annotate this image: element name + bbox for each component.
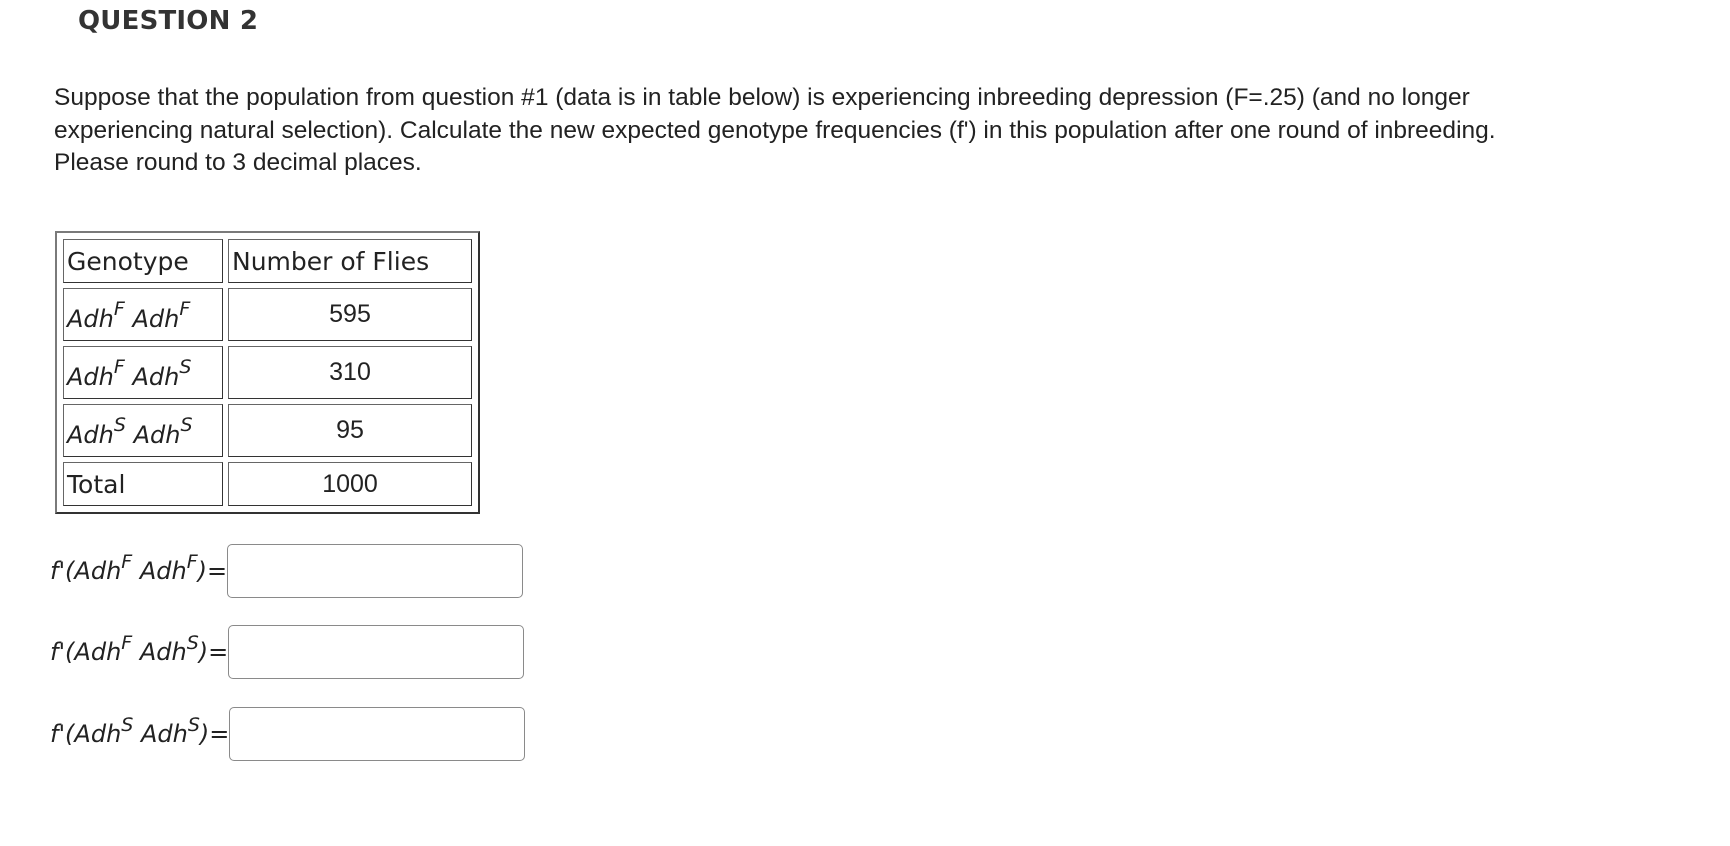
count-cell: 595 (228, 288, 472, 341)
total-label: Total (63, 462, 223, 506)
question-line: Please round to 3 decimal places. (54, 149, 422, 176)
header-genotype: Genotype (63, 239, 223, 283)
count-cell: 310 (228, 346, 472, 399)
gene-name: Adh (67, 421, 114, 449)
total-value: 1000 (228, 462, 472, 506)
question-line: Suppose that the population from question #1 (data is in table below) is experiencing inbreeding depression (F=.25) (and no longer (54, 84, 1470, 111)
answer-input-ff[interactable] (227, 544, 523, 598)
table-row (63, 404, 472, 457)
allele-superscript: F (179, 298, 191, 320)
allele-superscript: S (179, 356, 192, 378)
table-row (63, 346, 472, 399)
answer-label-ss: f'(Adh$^S$ Adh$^S$)= (50, 714, 230, 748)
allele-superscript: S (113, 414, 126, 436)
answer-input-ss[interactable] (229, 707, 525, 761)
allele-superscript: F (113, 356, 125, 378)
table-row (63, 288, 472, 341)
allele-superscript: F (113, 298, 125, 320)
answer-row-fs (50, 625, 524, 679)
question-text (54, 82, 1694, 180)
genotype-cell (63, 288, 223, 341)
table-total-row (63, 462, 472, 506)
header-number-of-flies: Number of Flies (228, 239, 472, 283)
gene-name: Adh (133, 421, 181, 449)
question-title: QUESTION 2 (78, 6, 259, 36)
answer-input-fs[interactable] (228, 625, 524, 679)
count-cell: 95 (228, 404, 472, 457)
answer-row-ff (50, 544, 523, 598)
genotype-cell (63, 404, 223, 457)
answer-label-fs: f'(Adh$^F$ Adh$^S$)= (50, 632, 229, 666)
gene-name: Adh (67, 363, 114, 391)
gene-name: Adh (132, 363, 180, 391)
table-header-row (63, 239, 472, 283)
gene-name: Adh (132, 305, 180, 333)
question-line: experiencing natural selection). Calculate the new expected genotype frequencies (f') in this population after one round of inbreeding. (54, 116, 1496, 144)
genotype-table (55, 231, 480, 514)
answer-row-ss (50, 707, 525, 761)
genotype-table-grid (58, 234, 477, 511)
genotype-cell (63, 346, 223, 399)
gene-name: Adh (67, 305, 114, 333)
allele-superscript: S (180, 414, 193, 436)
answer-label-ff: f'(Adh$^F$ Adh$^F$)= (50, 551, 228, 585)
